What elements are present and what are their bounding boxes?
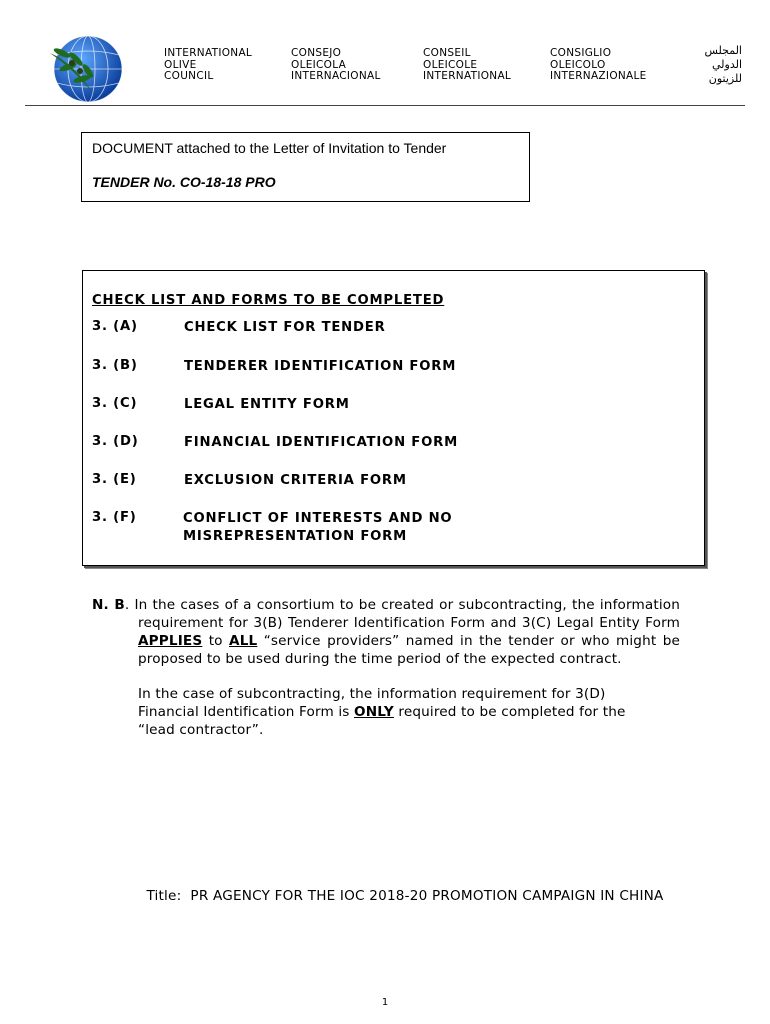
page-number: 1 — [381, 997, 389, 1008]
header-org-arabic: المجلس الدولي للزيتون — [704, 44, 742, 85]
header-org-french: CONSEIL OLEICOLE INTERNATIONAL — [423, 47, 512, 82]
header-org-spanish: CONSEJO OLEICOLA INTERNACIONAL — [291, 47, 381, 82]
header-org-english: INTERNATIONAL OLIVE COUNCIL — [164, 47, 253, 82]
checklist-title: CHECK LIST AND FORMS TO BE COMPLETED — [92, 293, 445, 308]
document-attached-line: DOCUMENT attached to the Letter of Invitation to Tender — [92, 140, 447, 156]
document-reference-box — [81, 132, 530, 202]
nb-paragraph-2: In the case of subcontracting, the information requirement for 3(D) Financial Identification Form is ONLY required to be completed for the “lead contractor”. — [138, 686, 626, 738]
tender-number: TENDER No. CO-18-18 PRO — [92, 174, 276, 190]
nb-note — [92, 596, 680, 739]
tender-title: Title: PR AGENCY FOR THE IOC 2018-20 PROMOTION CAMPAIGN IN CHINA — [146, 888, 664, 904]
header-org-italian: CONSIGLIO OLEICOLO INTERNAZIONALE — [550, 47, 647, 82]
nb-paragraph-1: N. B. In the cases of a consortium to be created or subcontracting, the information requirement for 3(B) Tenderer Identification Form and 3(C) Legal Entity Form APPLIES to ALL “service providers” named in the tender or who might be proposed to be used during the time period of the expected contract. — [92, 597, 681, 667]
header-divider — [25, 105, 745, 106]
olive-globe-logo-icon — [44, 33, 126, 105]
